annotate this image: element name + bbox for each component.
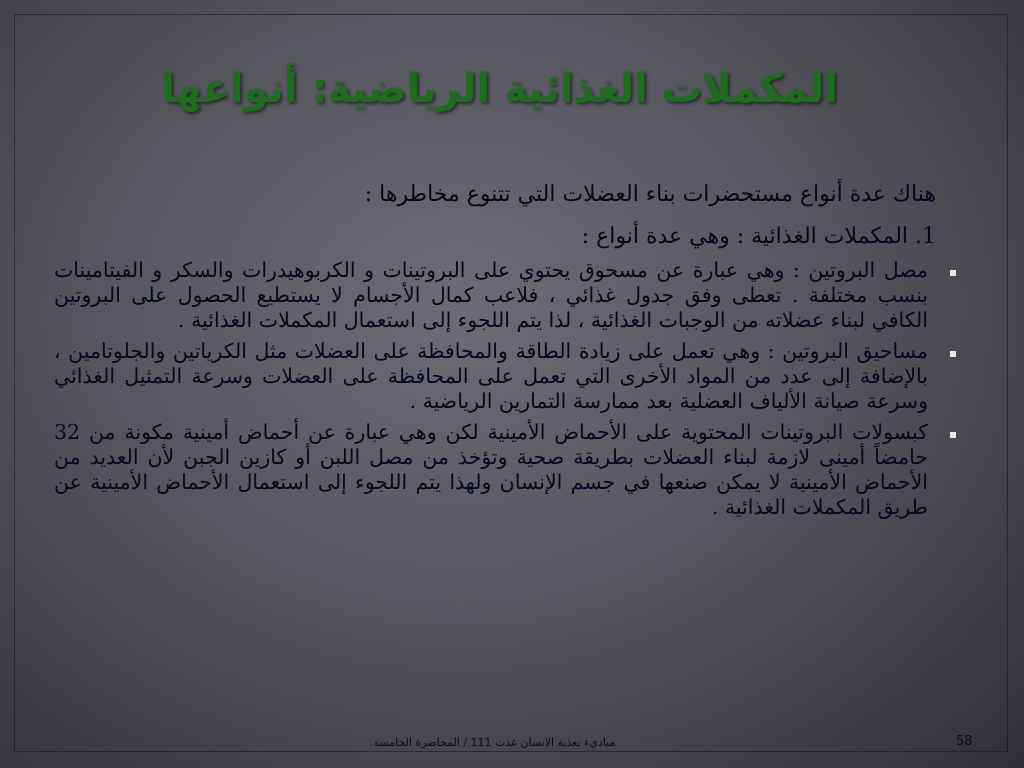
list-item: [54, 339, 966, 414]
slide-footer: [0, 736, 1024, 756]
square-bullet-icon: [950, 351, 956, 357]
square-bullet-icon: [950, 270, 956, 276]
intro-text: هناك عدة أنواع مستحضرات بناء العضلات التي تتنوع مخاطرها :: [364, 182, 936, 207]
bullet-list: [54, 258, 966, 520]
list-item-text: مساحيق البروتين : وهي تعمل على زيادة الطاقة والمحافظة على العضلات مثل الكرياتين والجلوتامين ، بالإضافة إلى عدد من المواد الأخرى التي تعمل على المحافظة على العضلات وسرعة التمثيل الغذائي وسرعة صيانة الألياف العضلية بعد ممارسة التمارين الرياضية .: [54, 339, 929, 413]
list-item: [54, 420, 966, 520]
square-bullet-icon: [950, 432, 956, 438]
footer-text: مباديء تغذية الانسان غذت 111 / المحاضرة الخامسة.: [370, 736, 616, 749]
list-item-text: كبسولات البروتينات المحتوية على الأحماض الأمينية لكن وهي عبارة عن أحماض أمينية مكونة من 32 حامضاً أمينى لازمة لبناء العضلات بطريقة صحية وتؤخذ من مصل اللبن أو كازين الجبن لأن العديد من الأحماض الأمينية لا يمكن صنعها في جسم الإنسان ولهذا يتم اللجوء إلى استعمال الأحماض الأمينية عن طريق المكملات الغذائية .: [54, 420, 928, 519]
numbered-item: 1. المكملات الغذائية : وهي عدة أنواع :: [581, 224, 936, 249]
slide-title: المكملات الغذائية الرياضية: أنواعها: [161, 66, 838, 112]
list-item-text: مصل البروتين : وهي عبارة عن مسحوق يحتوي على البروتينات و الكربوهيدرات والسكر و الفيتامينات بنسب مختلفة . تعطى وفق جدول غذائي ، فلاعب كمال الأجسام لا يستطيع الحصول على البروتين الكافي لبناء عضلاته من الوجبات الغذائية ، لذا يتم اللجوء إلى استعمال المكملات الغذائية .: [54, 258, 928, 332]
page-number: 58: [956, 734, 973, 749]
slide-content: [54, 180, 966, 526]
list-item: [54, 258, 966, 333]
